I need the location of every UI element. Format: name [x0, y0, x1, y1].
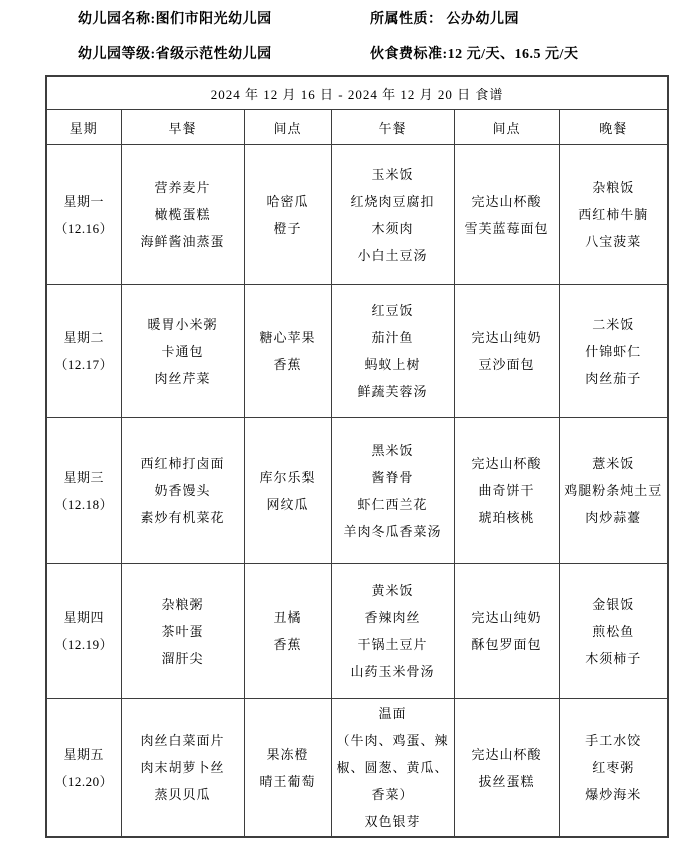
- cell-day: [46, 145, 121, 285]
- cell-lunch: [331, 418, 454, 564]
- cell-snack2: [454, 564, 559, 699]
- menu-item-line: 完达山杯酸: [471, 746, 542, 762]
- cell-snack2: [454, 145, 559, 285]
- menu-item-line: 豆沙面包: [478, 357, 535, 372]
- menu-item-line: 果冻橙: [266, 746, 309, 762]
- menu-row-thursday: [46, 564, 668, 699]
- menu-item-line: 库尔乐梨: [259, 469, 316, 485]
- menu-item-line: 肉炒蒜薹: [585, 510, 642, 525]
- cell-dinner: [559, 418, 668, 564]
- cell-snack1: [244, 418, 331, 564]
- table-header-row: [46, 110, 668, 145]
- menu-row-friday: [46, 699, 668, 838]
- header-snack2: 间点: [454, 110, 559, 145]
- cell-snack2: [454, 699, 559, 838]
- menu-item-line: 橄榄蛋糕: [154, 207, 211, 222]
- table-title: 2024 年 12 月 16 日 - 2024 年 12 月 20 日 食谱: [46, 76, 668, 110]
- menu-item-line: 煎松鱼: [592, 623, 635, 639]
- menu-item-line: （牛肉、鸡蛋、辣: [336, 733, 449, 748]
- header-lunch: 午餐: [331, 110, 454, 145]
- menu-item-line: 木须肉: [371, 220, 414, 236]
- menu-item-line: 温面: [378, 706, 407, 721]
- menu-item-line: 酥包罗面包: [471, 637, 542, 652]
- menu-item-line: 干锅土豆片: [357, 637, 428, 652]
- menu-item-line: 素炒有机菜花: [140, 510, 225, 525]
- menu-item-line: 羊肉冬瓜香菜汤: [343, 523, 442, 539]
- menu-item-line: 香辣肉丝: [364, 610, 421, 625]
- menu-item-line: 山药玉米骨汤: [350, 664, 435, 679]
- menu-row-monday: [46, 145, 668, 285]
- menu-item-line: 茄汁鱼: [371, 330, 414, 345]
- menu-item-line: 西红柿打卤面: [140, 456, 225, 471]
- header-weekday: 星期: [46, 110, 121, 145]
- cell-breakfast: [121, 564, 244, 699]
- menu-item-line: 网纹瓜: [266, 496, 309, 512]
- menu-item-line: 双色银芽: [364, 814, 421, 829]
- kindergarten-name: 幼儿园名称:图们市阳光幼儿园: [78, 12, 272, 27]
- day-name: 星期三: [63, 469, 104, 485]
- day-date: （12.16）: [54, 220, 114, 236]
- menu-item-line: 二米饭: [592, 316, 635, 332]
- menu-item-line: 哈密瓜: [266, 193, 309, 209]
- cell-snack1: [244, 145, 331, 285]
- meal-fee-standard: 伙食费标准:12 元/天、16.5 元/天: [370, 47, 579, 62]
- cell-day: [46, 564, 121, 699]
- day-date: （12.18）: [54, 496, 114, 512]
- header-snack1: 间点: [244, 110, 331, 145]
- menu-row-tuesday: [46, 285, 668, 418]
- cell-breakfast: [121, 145, 244, 285]
- menu-item-line: 茶叶蛋: [161, 623, 204, 639]
- cell-snack1: [244, 564, 331, 699]
- day-name: 星期二: [63, 330, 104, 345]
- cell-snack2: [454, 285, 559, 418]
- menu-item-line: 香蕉: [273, 637, 302, 652]
- menu-item-line: 肉丝茄子: [585, 370, 642, 386]
- menu-item-line: 香蕉: [273, 357, 302, 372]
- menu-item-line: 杂粮粥: [161, 596, 204, 612]
- menu-item-line: 木须柿子: [585, 650, 642, 666]
- menu-item-line: 肉丝芹菜: [154, 370, 211, 386]
- menu-item-line: 西红柿牛腩: [578, 207, 649, 222]
- day-name: 星期五: [63, 746, 104, 762]
- cell-dinner: [559, 285, 668, 418]
- cell-day: [46, 699, 121, 838]
- kindergarten-nature: 所属性质： 公办幼儿园: [370, 12, 519, 27]
- menu-item-line: 琥珀核桃: [478, 510, 535, 525]
- menu-item-line: 雪芙蓝莓面包: [464, 220, 549, 236]
- cell-lunch: [331, 285, 454, 418]
- cell-snack1: [244, 285, 331, 418]
- weekly-menu-table: [45, 75, 669, 838]
- menu-item-line: 肉末胡萝卜丝: [140, 760, 225, 775]
- cell-dinner: [559, 145, 668, 285]
- menu-item-line: 薏米饭: [592, 456, 635, 471]
- cell-breakfast: [121, 285, 244, 418]
- menu-item-line: 完达山杯酸: [471, 193, 542, 209]
- menu-item-line: 香菜）: [371, 787, 414, 802]
- menu-item-line: 拔丝蛋糕: [478, 773, 535, 789]
- menu-item-line: 爆炒海米: [585, 787, 642, 802]
- kindergarten-grade: 幼儿园等级:省级示范性幼儿园: [78, 47, 272, 62]
- menu-item-line: 蒸贝贝瓜: [154, 787, 211, 802]
- menu-item-line: 蚂蚁上树: [364, 357, 421, 372]
- table-title-row: [46, 76, 668, 110]
- menu-item-line: 八宝菠菜: [585, 234, 642, 249]
- header-dinner: 晚餐: [559, 110, 668, 145]
- cell-lunch: [331, 145, 454, 285]
- day-date: （12.17）: [54, 357, 114, 372]
- menu-item-line: 奶香馒头: [154, 483, 211, 498]
- menu-item-line: 玉米饭: [371, 166, 414, 182]
- cell-breakfast: [121, 418, 244, 564]
- menu-item-line: 完达山杯酸: [471, 456, 542, 471]
- menu-item-line: 杂粮饭: [592, 180, 635, 195]
- menu-item-line: 虾仁西兰花: [357, 496, 428, 512]
- menu-item-line: 酱脊骨: [371, 469, 414, 485]
- cell-lunch: [331, 699, 454, 838]
- menu-item-line: 鸡腿粉条炖土豆: [564, 483, 663, 498]
- menu-item-line: 手工水饺: [585, 733, 642, 748]
- menu-item-line: 什锦虾仁: [585, 343, 642, 359]
- menu-item-line: 暖胃小米粥: [147, 316, 218, 332]
- page-header: [0, 0, 700, 75]
- menu-item-line: 糖心苹果: [259, 330, 316, 345]
- cell-day: [46, 418, 121, 564]
- cell-dinner: [559, 699, 668, 838]
- menu-item-line: 红豆饭: [371, 303, 414, 318]
- cell-day: [46, 285, 121, 418]
- menu-item-line: 椒、圆葱、黄瓜、: [336, 760, 449, 775]
- day-name: 星期一: [63, 193, 104, 209]
- menu-row-wednesday: [46, 418, 668, 564]
- menu-item-line: 肉丝白菜面片: [140, 733, 225, 748]
- menu-item-line: 曲奇饼干: [478, 483, 535, 498]
- header-breakfast: 早餐: [121, 110, 244, 145]
- cell-dinner: [559, 564, 668, 699]
- day-date: （12.20）: [54, 773, 114, 789]
- menu-item-line: 金银饭: [592, 596, 635, 612]
- menu-item-line: 鲜蔬芙蓉汤: [357, 384, 428, 399]
- menu-item-line: 卡通包: [161, 343, 204, 359]
- cell-breakfast: [121, 699, 244, 838]
- menu-item-line: 完达山纯奶: [471, 610, 542, 625]
- menu-item-line: 小白土豆汤: [357, 247, 428, 263]
- menu-item-line: 橙子: [273, 220, 302, 236]
- menu-item-line: 晴王葡萄: [259, 773, 316, 789]
- day-date: （12.19）: [54, 637, 114, 652]
- day-name: 星期四: [63, 610, 104, 625]
- menu-item-line: 红烧肉豆腐扣: [350, 193, 435, 209]
- menu-item-line: 丑橘: [273, 610, 302, 625]
- menu-item-line: 完达山纯奶: [471, 330, 542, 345]
- menu-item-line: 营养麦片: [154, 180, 211, 195]
- menu-item-line: 海鲜酱油蒸蛋: [140, 234, 225, 249]
- cell-lunch: [331, 564, 454, 699]
- menu-item-line: 溜肝尖: [161, 650, 204, 666]
- menu-item-line: 红枣粥: [592, 760, 635, 775]
- cell-snack2: [454, 418, 559, 564]
- menu-item-line: 黄米饭: [371, 583, 414, 598]
- cell-snack1: [244, 699, 331, 838]
- menu-item-line: 黑米饭: [371, 442, 414, 458]
